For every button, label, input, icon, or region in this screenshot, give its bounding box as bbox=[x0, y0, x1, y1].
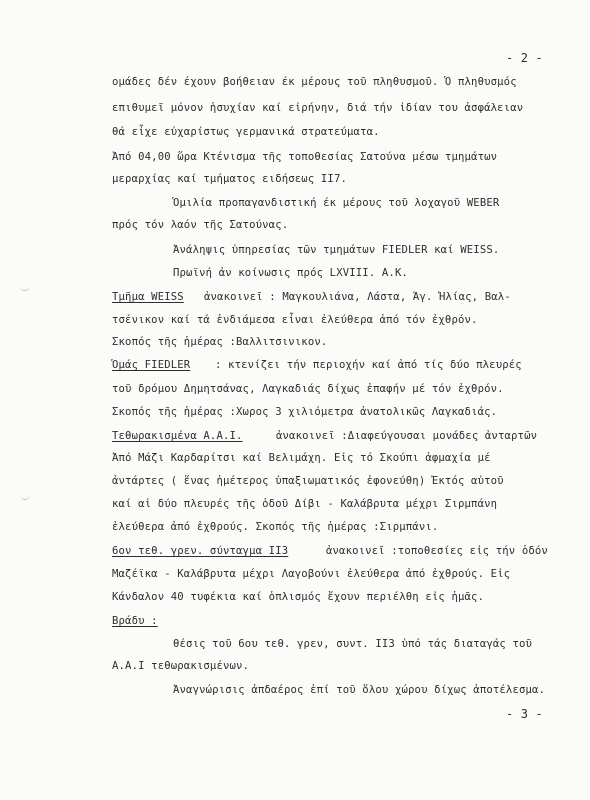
text-line: ἐλεύθερα ἀπό ἐχθρούς. Σκοπός τῆς ἡμέρας :Σιρμπάνι. bbox=[112, 521, 439, 533]
text-line: Ὁμιλία προπαγανδιστική έκ μέρους τοῦ λοχαγοῦ WEBER bbox=[173, 197, 500, 209]
text-line: θά εἶχε εὐχαρίστως γερμανικά στρατεύματα. bbox=[112, 126, 380, 138]
text-line: ἀνακοινεῖ :Διαφεύγουσαι μονάδες ἀνταρτῶν bbox=[276, 430, 538, 442]
text-line: πρός τόν λαόν τῆς Σατούνας. bbox=[112, 219, 289, 231]
text-line: θέσις τοῦ 6ου τεθ. γρεν, συντ. II3 ὑπό τάς διαταγάς τοῦ bbox=[173, 638, 533, 650]
page-number-bottom: - 3 - bbox=[506, 707, 543, 721]
page-mark-left bbox=[20, 492, 30, 500]
heading-armored: Τεθωρακισμένα A.A.I. bbox=[112, 430, 243, 442]
heading-regiment: 6ον τεθ. γρεν. σύνταγμα II3 bbox=[112, 545, 289, 557]
text-line: καί αἱ δύο πλευρές τῆς ὁδοῦ Δίβι - Καλάβρυτα μέχρι Σιρμπάνη bbox=[112, 498, 498, 510]
heading-evening: Βράδυ : bbox=[112, 615, 158, 627]
text-line: Σκοπός τῆς ἡμέρας :Χωρος 3 χιλιόμετρα ἀνατολικῶς Λαγκαδιάς. bbox=[112, 406, 498, 418]
page-mark-left bbox=[20, 283, 30, 291]
text-line: A.A.I τεθωρακισμένων. bbox=[112, 660, 250, 672]
text-line: : κτενίζει τήν περιοχήν καί ἀπό τίς δύο πλευρές bbox=[215, 359, 522, 371]
text-line: τσένικον καί τά ἐνδιάμεσα εἶναι ἐλεύθερα ἀπό τόν ἐχθρόν. bbox=[112, 314, 478, 326]
text-line: επιθυμεῖ μόνον ἡσυχίαν καί εἰρήνην, διά τήν ἰδίαν του ἀσφάλειαν bbox=[112, 102, 524, 114]
text-line: ἀντάρτες ( ἕνας ἡμέτερος ὑπαξιωματικός ἐφονεύθη) Ἐκτός αὐτοῦ bbox=[112, 475, 504, 487]
text-line: ομάδες δέν έχουν βοήθειαν έκ μέρους τοῦ πληθυσμοῦ. Ὁ πληθυσμός bbox=[112, 76, 517, 88]
text-line: Μαζέϊκα - Καλάβρυτα μέχρι Λαγοβούνι ἐλεύθερα ἀπό ἐχθρούς. Εἰς bbox=[112, 568, 511, 580]
heading-weiss: Τμῆμα WEISS bbox=[112, 291, 184, 303]
text-line: ἀνακοινεῖ : Μαγκουλιάνα, Λάστα, Ἁγ. Ἠλίας, Βαλ- bbox=[204, 291, 511, 303]
text-line: Ἀναγνώρισις ἀπδαέρος ἐπί τοῦ ὅλου χώρου δίχως ἀποτέλεσμα. bbox=[173, 684, 546, 696]
text-line: Ἀνάληψις ὑπηρεσίας τῶν τμημάτων FIEDLER καί WEISS. bbox=[173, 244, 500, 256]
text-line: Ἀπό Μάζι Καρδαρίτσι καί Βελιμάχη. Εἰς τό Σκούπι ἀφμαχία μέ bbox=[112, 452, 491, 464]
text-line: ἀνακοινεῖ :τοποθεσίες εἰς τήν ὁδόν bbox=[326, 545, 548, 557]
text-line: Ἀπό 04,00 ὥρα Κτένισμα τῆς τοποθεσίας Σατούνα μέσω τμημάτων bbox=[112, 151, 498, 163]
text-line: Σκοπός τῆς ἡμέρας :Βαλλιτσινικον. bbox=[112, 336, 328, 348]
text-line: μεραρχίας καί τμήματος ειδήσεως II7. bbox=[112, 173, 348, 185]
text-line: Πρωϊνή ἀν κοίνωσις πρός LXVIII. A.K. bbox=[173, 267, 409, 279]
text-line: Κάνδαλον 40 τυφέκια καί ὁπλισμός ἔχουν περιέλθη εἰς ἡμᾶς. bbox=[112, 591, 485, 603]
heading-fiedler: Ὁμάς FIEDLER bbox=[112, 359, 191, 371]
text-line: τοῦ δρόμου Δημητσάνας, Λαγκαδιάς δίχως ἐπαφήν μέ τόν ἐχθρόν. bbox=[112, 383, 504, 395]
page-number-top: - 2 - bbox=[506, 51, 543, 65]
